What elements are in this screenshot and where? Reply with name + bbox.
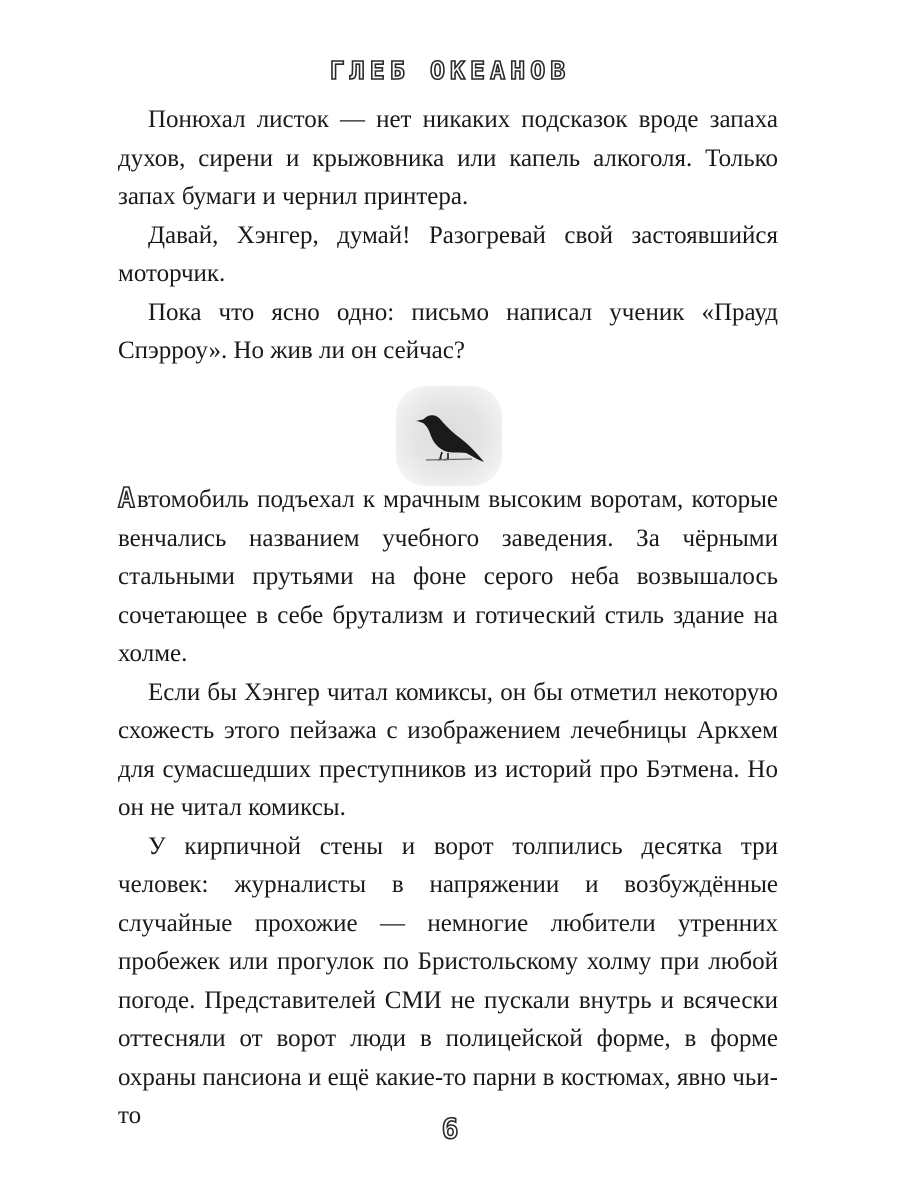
paragraph: Понюхал листок — нет никаких подсказок вроде запаха духов, сирени и крыжовника или капель алкоголя. Только запах бумаги и чернил принтера. <box>118 106 778 210</box>
paragraph: Если бы Хэнгер читал комиксы, он бы отметил некоторую схожесть этого пейзажа с изображением лечебницы Аркхем для сумасшедших преступников из историй про Бэтмена. Но он не читал комиксы. <box>118 678 778 821</box>
paragraph <box>118 481 778 674</box>
paragraph-text: втомобиль подъехал к мрачным высоким воротам, которые венчались названием учебного заведения. За чёрными стальными прутьями на фоне серого неба возвышалось сочетающее в себе брутализм и готический стиль здание на холме. <box>118 486 778 667</box>
text-section-2 <box>118 481 778 1136</box>
running-head-author: ГЛЕБ ОКЕАНОВ <box>329 56 571 85</box>
sparrow-icon <box>396 386 502 486</box>
page-number: 6 <box>441 1112 459 1145</box>
paragraph: Пока что ясно одно: письмо написал ученик «Прауд Спэрроу». Но жив ли он сейчас? <box>118 298 778 364</box>
drop-cap: А <box>118 481 135 514</box>
paragraph: Давай, Хэнгер, думай! Разогревай свой застоявшийся моторчик. <box>118 221 778 287</box>
text-section-1 <box>118 101 778 371</box>
section-break-ornament <box>396 386 502 486</box>
paragraph: У кирпичной стены и ворот толпились десятка три человек: журналисты в напряжении и возбуждённые случайные прохожие — немногие любители утренних пробежек или прогулок по Бристольскому холму при любой погоде. Представителей СМИ не пускали внутрь и всячески оттесняли от ворот люди в полицейской форме, в форме охраны пансиона и ещё какие-то парни в костюмах, явно чьи-то <box>118 832 778 1129</box>
